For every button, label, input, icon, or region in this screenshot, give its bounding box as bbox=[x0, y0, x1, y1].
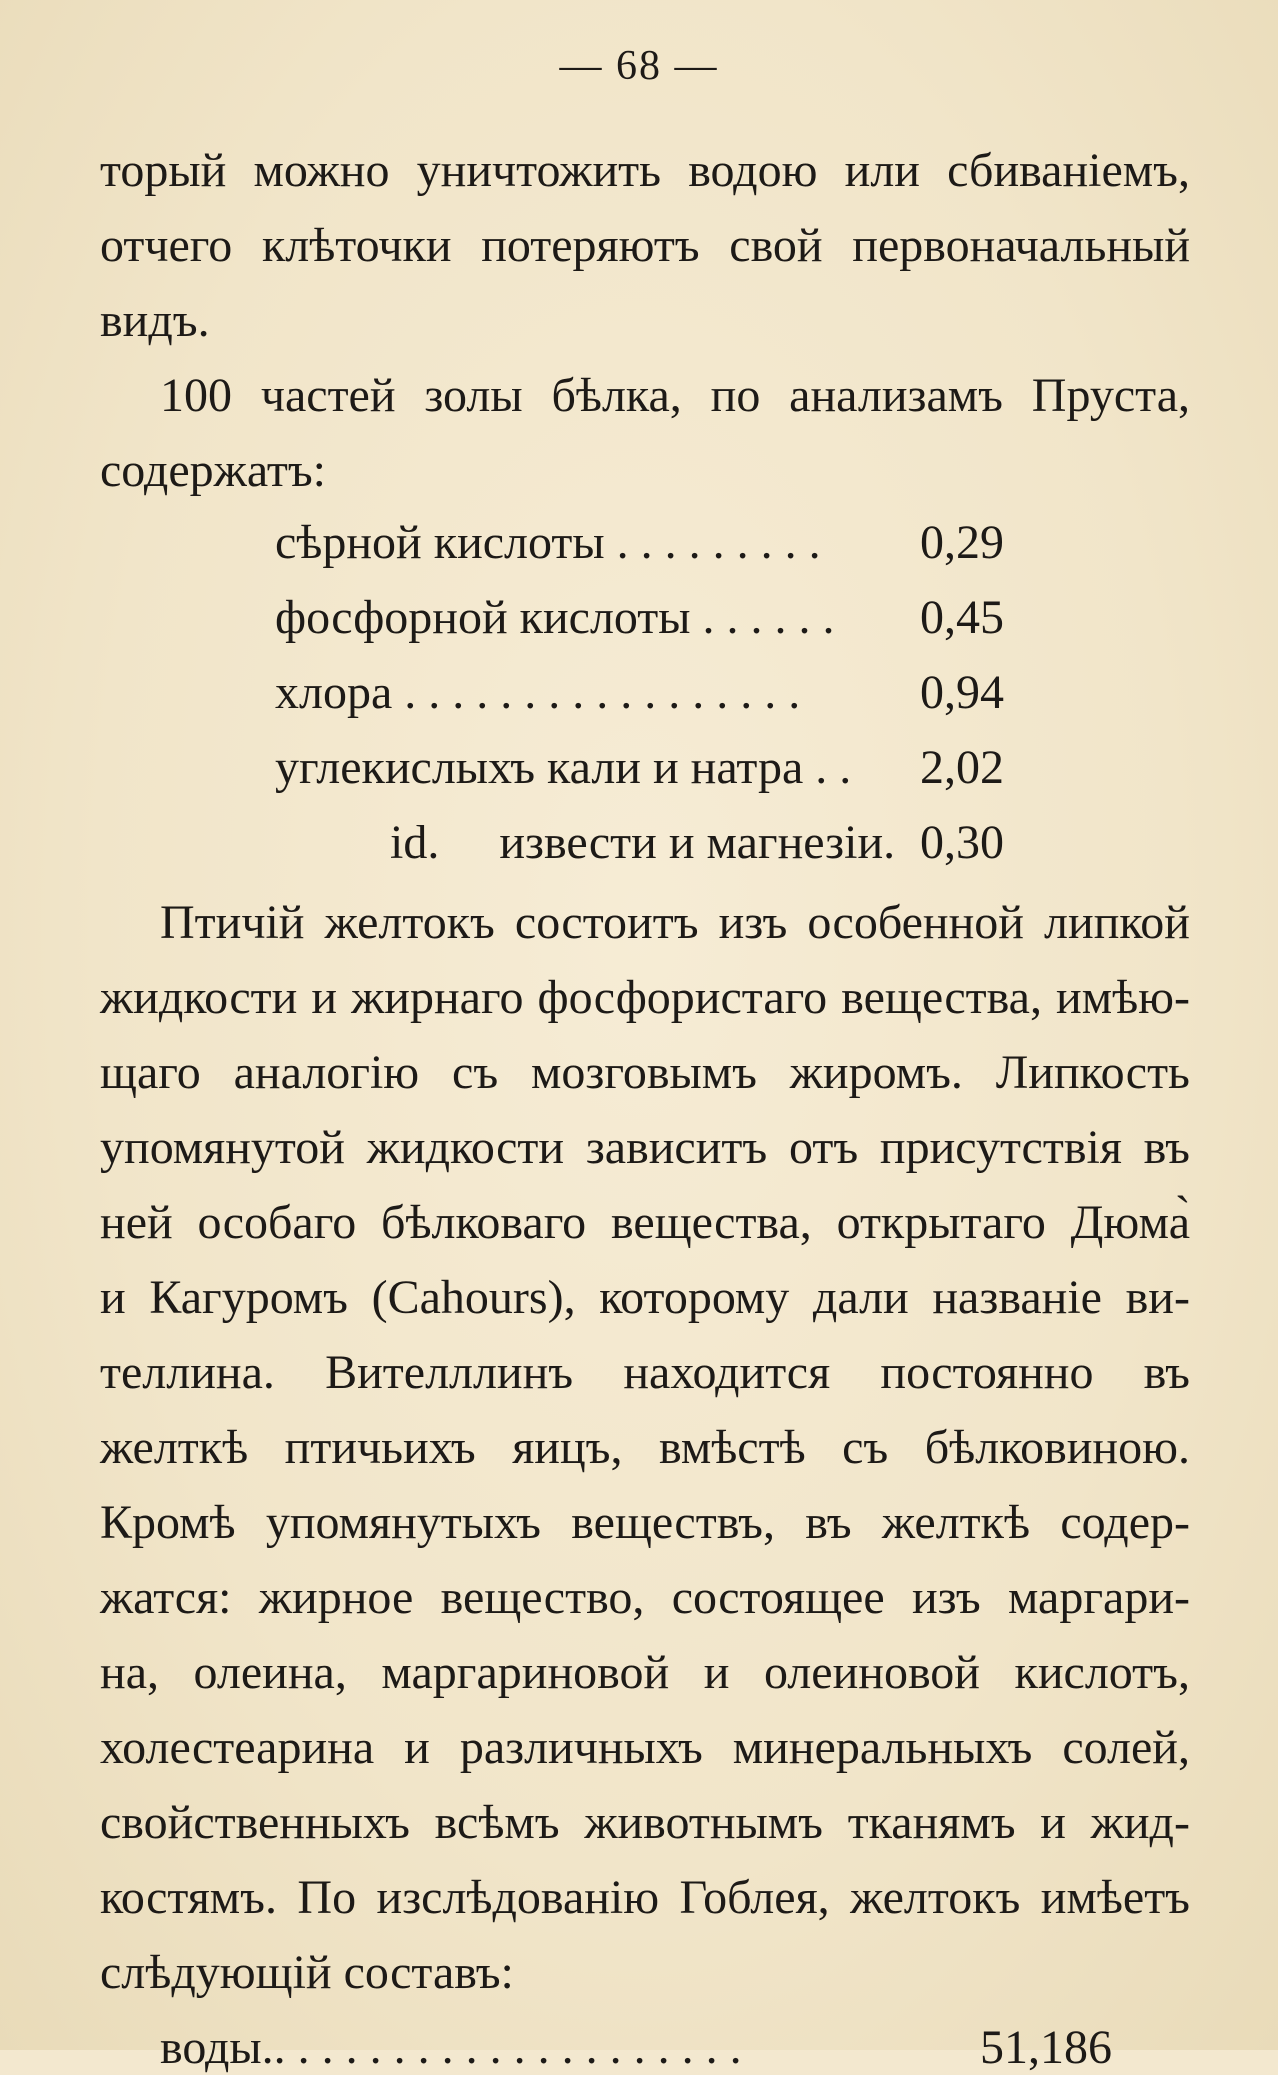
table-row-label: id. извести и магнезіи. bbox=[390, 816, 896, 869]
text-line: и Кагуромъ (Cahours), которому дали названіе ви- bbox=[100, 1271, 1190, 1324]
text-line: жидкости и жирнаго фосфористаго вещества, имѣю- bbox=[100, 971, 1190, 1024]
text-line: ней особаго бѣлковаго вещества, открытаго Дюма̀ bbox=[100, 1196, 1190, 1249]
text-line: холестеарина и различныхъ минеральныхъ солей, bbox=[100, 1721, 1190, 1774]
text-line: видъ. bbox=[100, 294, 210, 347]
table-row-value: 2,02 bbox=[920, 741, 1004, 794]
table-row-label: хлора . . . . . . . . . . . . . . . . . bbox=[275, 666, 801, 719]
text-line: желткѣ птичьихъ яицъ, вмѣстѣ съ бѣлковиною. bbox=[100, 1421, 1190, 1474]
text-line: щаго аналогію съ мозговымъ жиромъ. Липкость bbox=[100, 1046, 1190, 1099]
text-line: свойственныхъ всѣмъ животнымъ тканямъ и жид- bbox=[100, 1796, 1190, 1849]
text-line: жатся: жирное вещество, состоящее изъ маргари- bbox=[100, 1571, 1190, 1624]
table-row-value: 0,45 bbox=[920, 591, 1004, 644]
text-line: торый можно уничтожить водою или сбиваніемъ, bbox=[100, 144, 1190, 197]
table-row-label: воды.. . . . . . . . . . . . . . . . . . . . bbox=[160, 2021, 742, 2074]
text-line: упомянутой жидкости зависитъ отъ присутствія въ bbox=[100, 1121, 1190, 1174]
table-row-value: 0,94 bbox=[920, 666, 1004, 719]
text-line: теллина. Вителллинъ находится постоянно въ bbox=[100, 1346, 1190, 1399]
text-line: 100 частей золы бѣлка, по анализамъ Пруста, bbox=[160, 369, 1190, 422]
text-line: слѣдующій составъ: bbox=[100, 1946, 514, 1999]
table-row-label: углекислыхъ кали и натра . . bbox=[275, 741, 852, 794]
table-row-value: 0,30 bbox=[920, 816, 1004, 869]
page-number: — 68 — bbox=[559, 43, 719, 89]
text-line: на, олеина, маргариновой и олеиновой кислотъ, bbox=[100, 1646, 1190, 1699]
text-line: Кромѣ упомянутыхъ веществъ, въ желткѣ содер- bbox=[100, 1496, 1190, 1549]
table-row-value: 0,29 bbox=[920, 516, 1004, 569]
text-line: костямъ. По изслѣдованію Гоблея, желтокъ имѣетъ bbox=[100, 1871, 1190, 1924]
table-row-label: сѣрной кислоты . . . . . . . . . bbox=[275, 516, 821, 569]
text-line: отчего клѣточки потеряютъ свой первоначальный bbox=[100, 219, 1190, 272]
table-row-label: фосфорной кислоты . . . . . . bbox=[275, 591, 835, 644]
text-line: содержатъ: bbox=[100, 444, 327, 497]
text-line: Птичій желтокъ состоитъ изъ особенной липкой bbox=[160, 896, 1190, 949]
table-row-value: 51,186 bbox=[980, 2021, 1112, 2074]
